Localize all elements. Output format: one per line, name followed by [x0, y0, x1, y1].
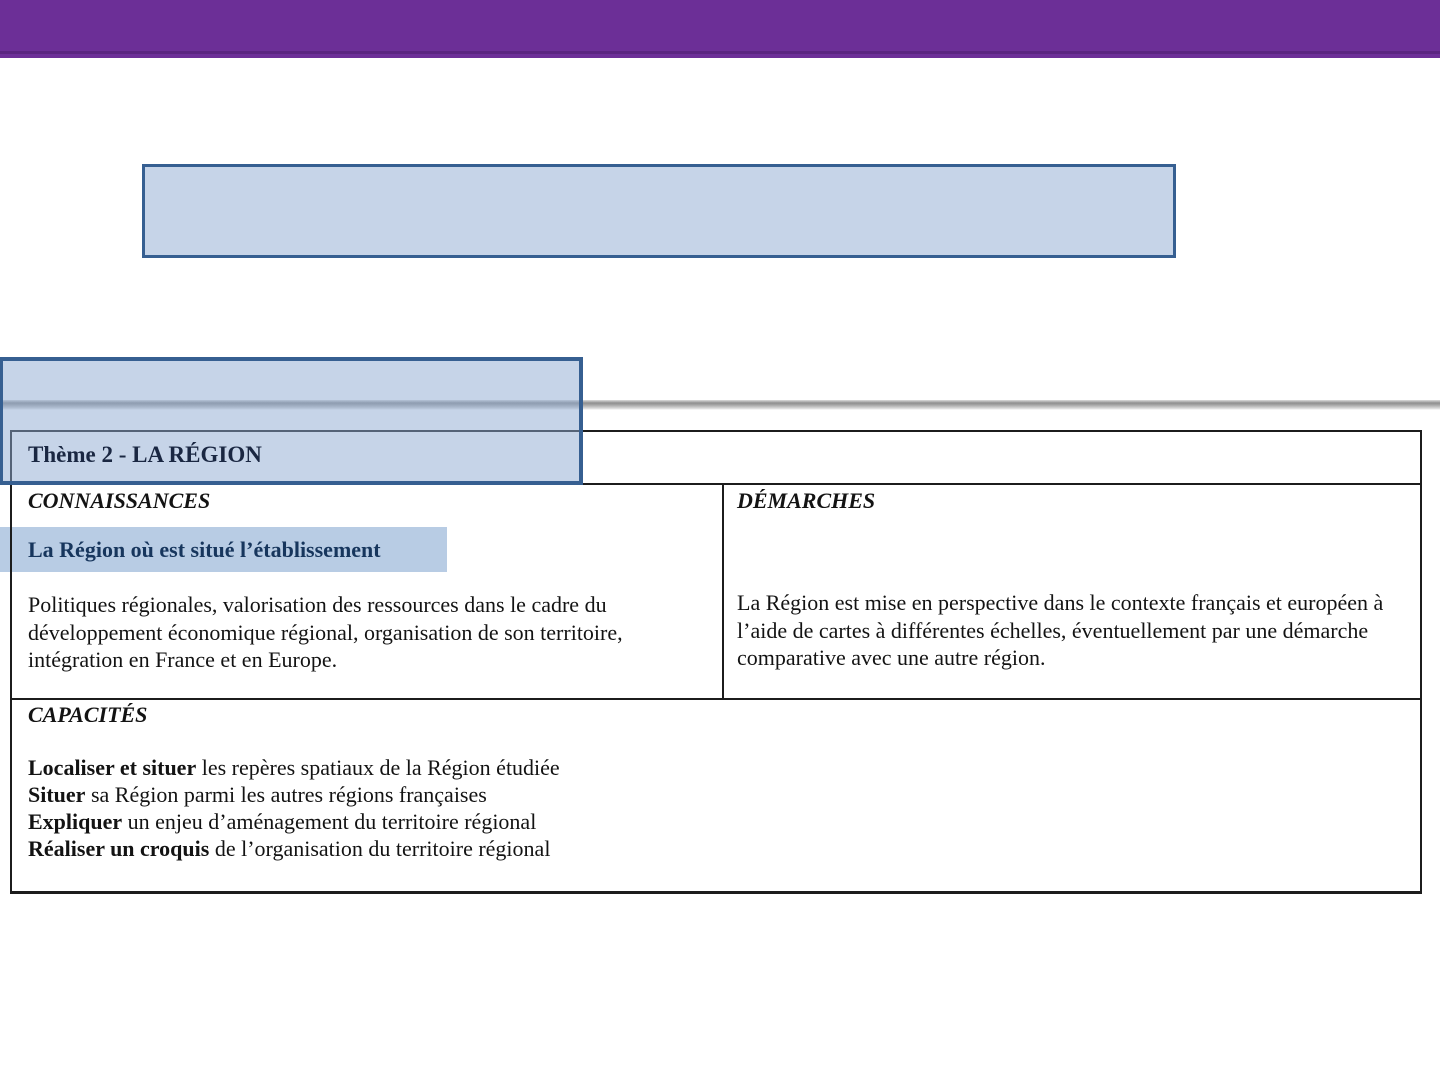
connaissances-paragraph: Politiques régionales, valorisation des ressources dans le cadre du développement économique régional, organisation de son territoire, intégration en France et en Europe. [28, 592, 623, 672]
capacites-item: Situer sa Région parmi les autres régions françaises [28, 782, 487, 807]
capacites-item: Réaliser un croquis de l’organisation du territoire régional [28, 836, 551, 861]
capacites-item: Expliquer un enjeu d’aménagement du territoire régional [28, 809, 537, 834]
capacites-item: Localiser et situer les repères spatiaux de la Région étudiée [28, 755, 560, 780]
capacites-header: CAPACITÉS [28, 702, 148, 727]
capacites-list [28, 754, 560, 862]
top-accent-bar [0, 0, 1440, 58]
empty-title-box [142, 164, 1176, 258]
theme-title: Thème 2 - LA RÉGION [28, 442, 262, 467]
demarches-paragraph: La Région est mise en perspective dans le contexte français et européen à l’aide de cartes à différentes échelles, éventuellement par une démarche comparative avec une autre région. [737, 590, 1384, 670]
demarches-header: DÉMARCHES [737, 488, 876, 513]
connaissances-header: CONNAISSANCES [28, 488, 211, 513]
highlighted-subtitle: La Région où est situé l’établissement [28, 536, 381, 562]
